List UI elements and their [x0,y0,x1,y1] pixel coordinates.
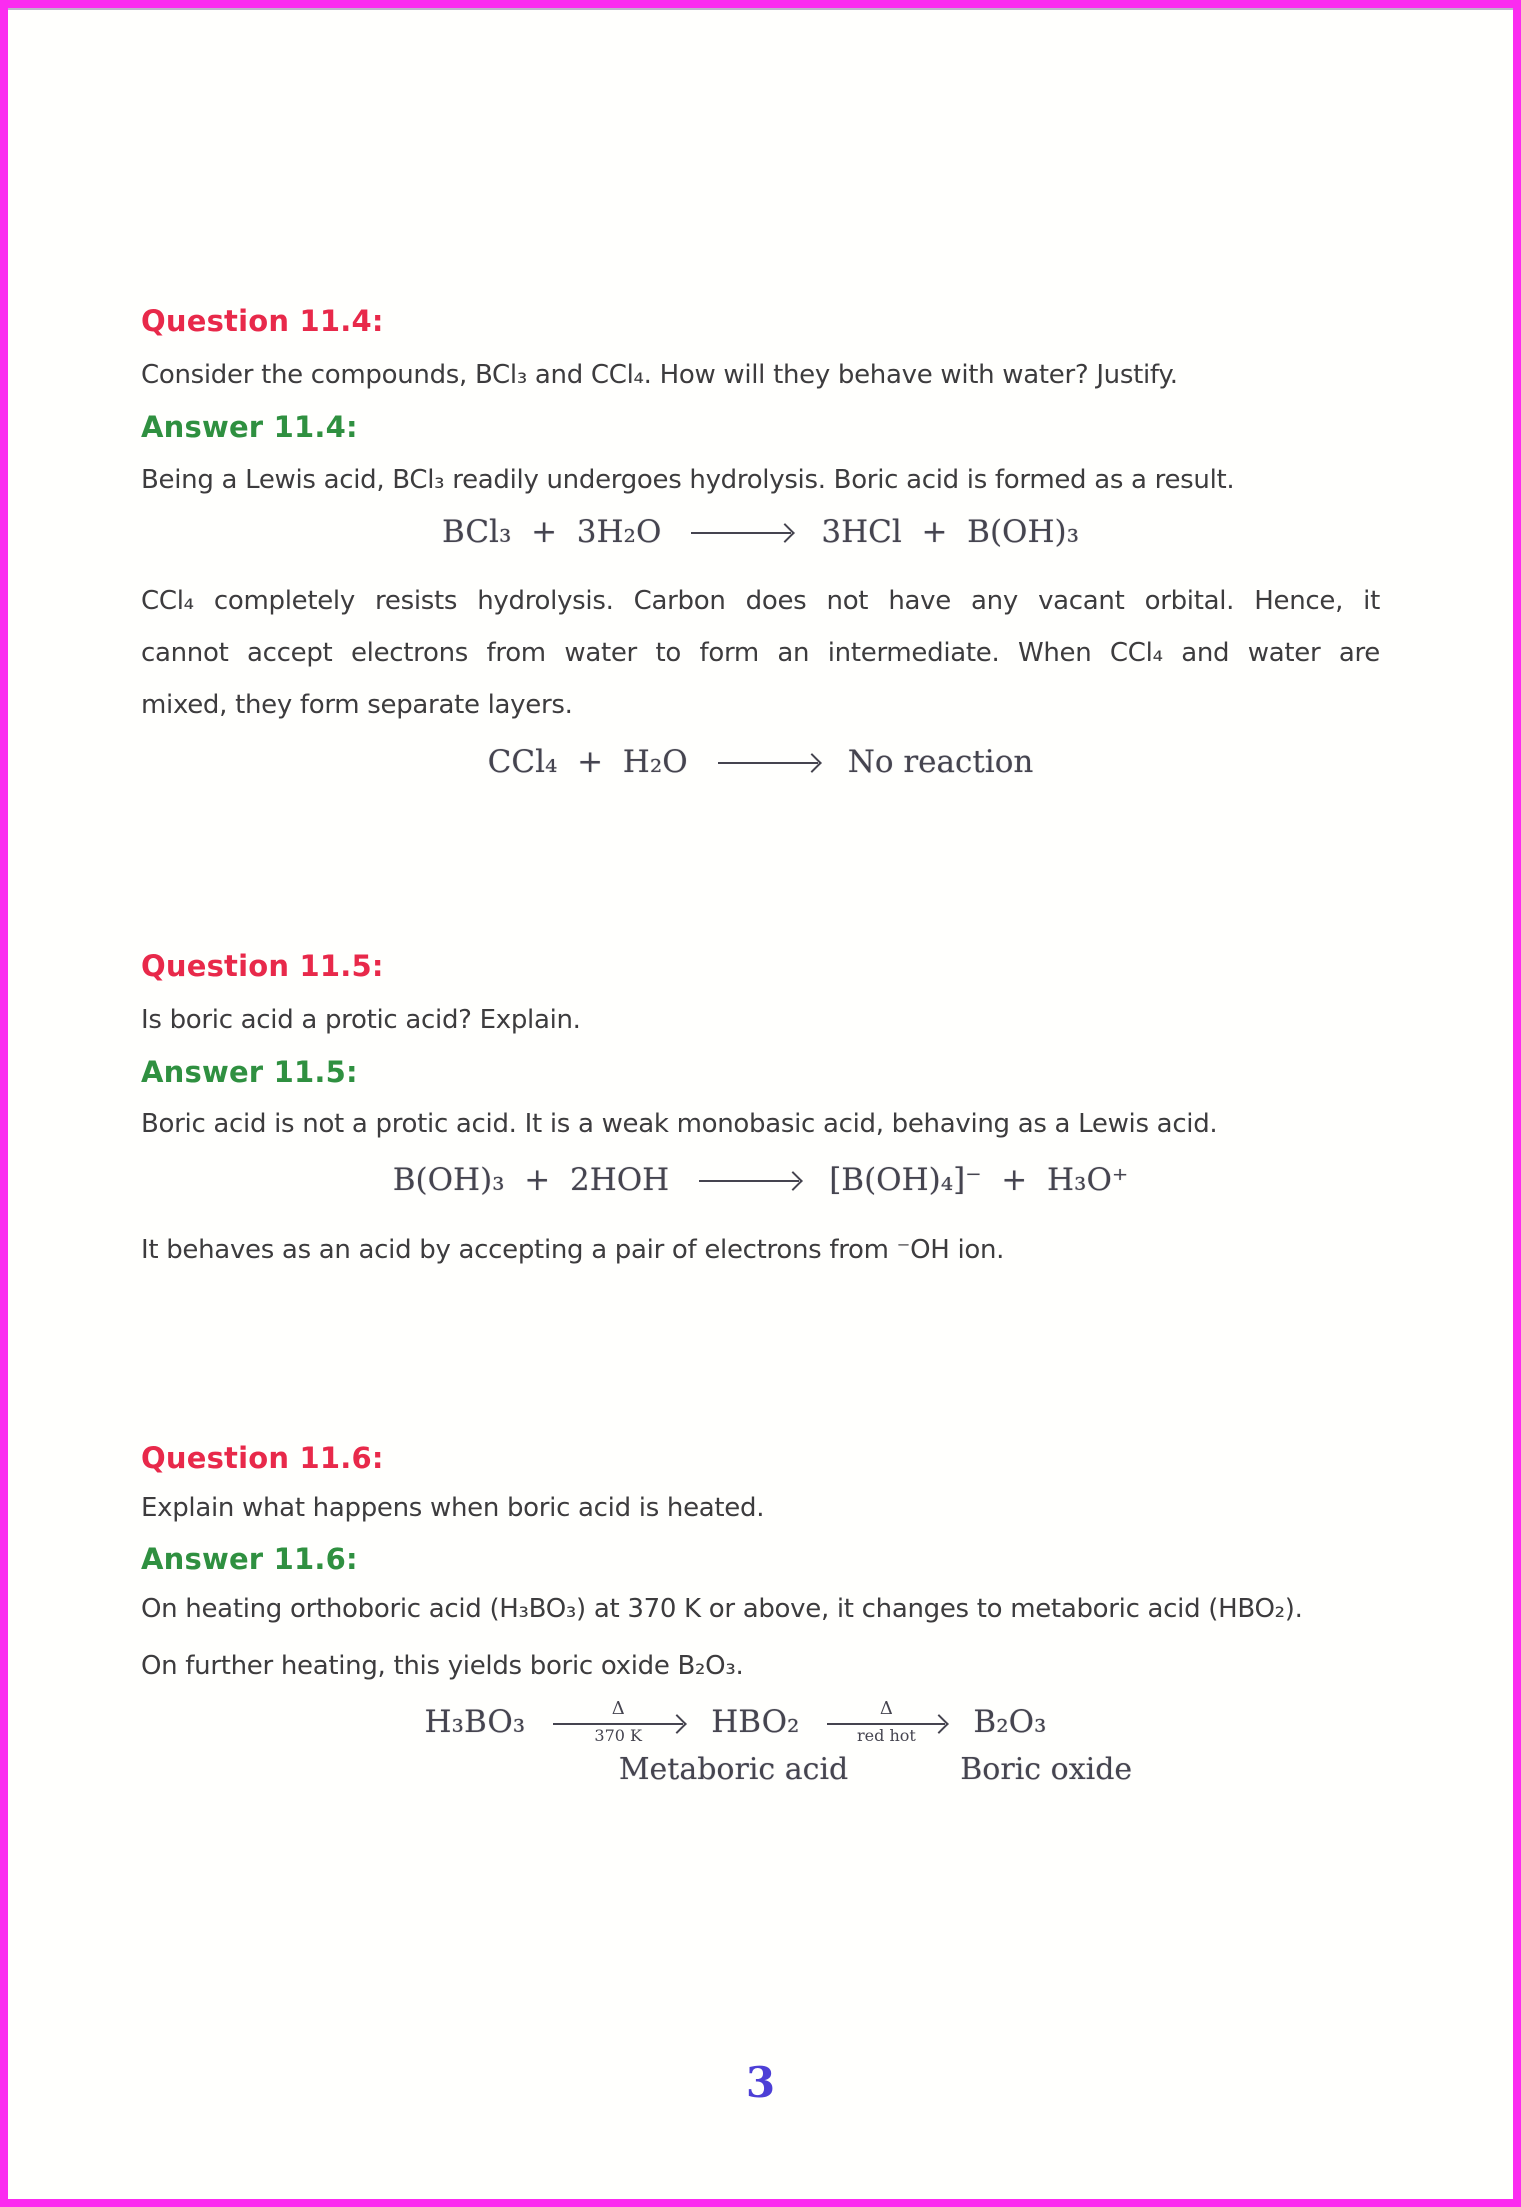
page-number: 3 [745,2058,776,2108]
equation-lhs: BCl₃ + 3H₂O [441,514,662,550]
equation-bcl3-hydrolysis [141,507,1380,557]
equation-product-labels [256,1752,1495,1788]
reaction-arrow-red-hot [827,1699,945,1744]
answer-11-6-line1: On heating orthoboric acid (H₃BO₃) at 370 K or above, it changes to metaboric acid (HBO₂). [141,1594,1303,1624]
metaboric-acid-label: Metaboric acid [618,1752,849,1788]
delta-symbol: Δ [611,1698,625,1719]
page-content [8,304,1513,2106]
equation-boric-acid-lewis [141,1155,1380,1205]
equation-ccl4-no-reaction [141,737,1380,787]
boric-oxide-label: Boric oxide [960,1752,1133,1788]
equation-heating-boric-acid [141,1699,1380,1788]
question-11-5-text: Is boric acid a protic acid? Explain. [141,1005,581,1035]
arrow-condition-label: red hot [857,1725,916,1745]
question-11-6-label: Question 11.6: [141,1441,384,1475]
answer-11-4-label: Answer 11.4: [141,410,358,444]
equation-lhs: CCl₄ + H₂O [487,744,688,780]
answer-11-4-intro: Being a Lewis acid, BCl₃ readily undergoes hydrolysis. Boric acid is formed as a result. [141,465,1235,495]
reaction-arrow-icon [827,1723,945,1725]
answer-11-6-label: Answer 11.6: [141,1542,358,1576]
paragraph-line: mixed, they form separate layers. [141,690,573,720]
paragraph-line: cannot accept electrons from water to form an intermediate. When CCl₄ and water are [141,638,1380,668]
arrow-condition-label: 370 K [594,1725,642,1745]
reaction-arrow-icon [691,532,791,534]
reaction-arrow-icon [718,762,818,764]
reaction-arrow-370k [553,1699,683,1744]
equation-lhs: H₃BO₃ [424,1703,526,1740]
reaction-arrow-icon [553,1723,683,1725]
section-question-11-6 [141,1441,1380,1788]
answer-11-4-paragraph [141,575,1380,731]
answer-11-5-closing: It behaves as an acid by accepting a pair of electrons from ⁻OH ion. [141,1235,1005,1265]
delta-symbol: Δ [879,1698,893,1719]
section-question-11-5 [141,949,1380,1267]
answer-11-5-intro: Boric acid is not a protic acid. It is a weak monobasic acid, behaving as a Lewis acid. [141,1109,1218,1139]
answer-11-6-line2: On further heating, this yields boric oxide B₂O₃. [141,1651,744,1681]
equation-lhs: B(OH)₃ + 2HOH [392,1162,670,1198]
equation-rhs: B₂O₃ [973,1703,1047,1740]
equation-rhs: [B(OH)₄]⁻ + H₃O⁺ [829,1162,1129,1198]
equation-rhs: No reaction [847,744,1034,780]
answer-11-5-label: Answer 11.5: [141,1055,358,1089]
question-11-4-text: Consider the compounds, BCl₃ and CCl₄. How will they behave with water? Justify. [141,360,1178,390]
equation-heating-row [116,1699,1355,1744]
section-question-11-4 [141,304,1380,787]
equation-mid: HBO₂ [711,1703,800,1740]
reaction-arrow-icon [699,1180,799,1182]
question-11-5-label: Question 11.5: [141,949,384,983]
question-11-6-text: Explain what happens when boric acid is heated. [141,1493,765,1523]
paragraph-line: CCl₄ completely resists hydrolysis. Carbon does not have any vacant orbital. Hence, it [141,586,1380,616]
question-11-4-label: Question 11.4: [141,304,384,338]
equation-rhs: 3HCl + B(OH)₃ [821,514,1080,550]
